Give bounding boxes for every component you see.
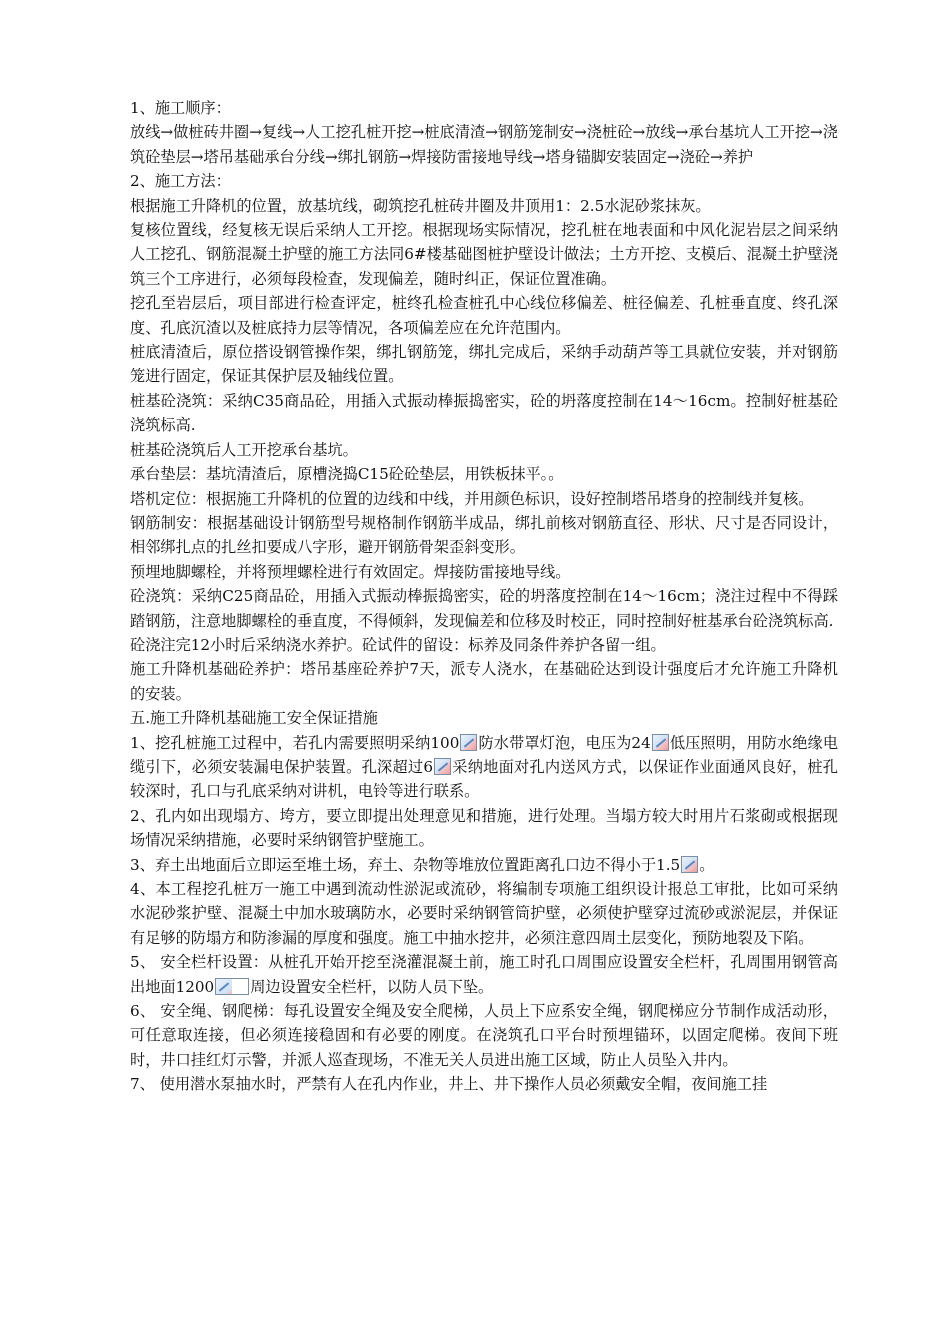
- paragraph-20-part-a: 3、弃土出地面后立即运至堆土场，弃土、杂物等堆放位置距离孔口边不得小于1.5: [130, 855, 681, 874]
- paragraph-15: 砼浇注完12小时后采纳浇水养护。砼试件的留设：标养及同条件养护各留一组。: [130, 635, 666, 654]
- broken-image-icon: [681, 856, 698, 873]
- paragraph-16: 施工升降机基础砼养护：塔吊基座砼养护7天，派专人浇水，在基础砼达到设计强度后才允许施工升降机的安装。: [130, 660, 838, 703]
- paragraph-18-part-a: 1、挖孔桩施工过程中，若孔内需要照明采纳100: [130, 733, 460, 752]
- paragraph-19: 2、孔内如出现塌方、垮方，要立即提出处理意见和措施，进行处理。当塌方较大时用片石浆砌或根据现场情况采纳措施，必要时采纳钢管护壁施工。: [130, 806, 838, 850]
- paragraph-12: 钢筋制安：根据基础设计钢筋型号规格制作钢筋半成品，绑扎前核对钢筋直径、形状、尺寸是否同设计，相邻绑扎点的扎丝扣要成八字形，避开钢筋骨架歪斜变形。: [130, 513, 838, 557]
- paragraph-21: 4、本工程挖孔桩万一施工中遇到流动性淤泥或流砂，将编制专项施工组织设计报总工审批，比如可采纳水泥砂浆护壁、混凝土中加水玻璃防水，必要时采纳钢管筒护壁，必须使护壁穿过流砂或淤泥层，并保证有足够的防塌方和防渗漏的厚度和强度。施工中抽水挖井，必须注意四周土层变化，预防地裂及下陷。: [130, 880, 838, 947]
- paragraph-1: 1、施工顺序：: [130, 99, 231, 117]
- paragraph-24: 7、 使用潜水泵抽水时，严禁有人在孔内作业，井上、井下操作人员必须戴安全帽，夜间施工挂: [130, 1075, 768, 1094]
- broken-image-icon: [652, 734, 669, 751]
- paragraph-22-part-b: 周边设置安全栏杆，以防人员下坠。: [250, 977, 494, 996]
- paragraph-20-part-b: 。: [699, 855, 715, 874]
- broken-image-icon: [460, 734, 477, 751]
- broken-image-icon: [215, 978, 249, 995]
- paragraph-14: 砼浇筑：采纳C25商品砼，用插入式振动棒振捣密实，砼的坍落度控制在14～16cm；浇注过程中不得踩踏钢筋，注意地脚螺栓的垂直度，不得倾斜，发现偏差和位移及时校正，同时控制好桩基承台砼浇筑标高.: [130, 587, 838, 630]
- document-page: [130, 96, 838, 1097]
- paragraph-10: 承台垫层：基坑清渣后，原槽浇捣C15砼砼垫层，用铁板抹平。。: [130, 465, 564, 484]
- paragraph-18-part-d: 采纳地面对孔内送风方式，以保证作业面通风良好，桩孔较深时，孔口与孔底采纳对讲机，电铃等进行联系。: [130, 757, 838, 801]
- paragraph-6: 挖孔至岩层后，项目部进行检查评定，桩终孔检查桩孔中心线位移偏差、桩径偏差、孔桩垂直度、终孔深度、孔底沉渣以及桩底持力层等情况，各项偏差应在允许范围内。: [130, 294, 838, 337]
- paragraph-22: [130, 950, 838, 999]
- paragraph-18: [130, 731, 838, 804]
- paragraph-11: 塔机定位：根据施工升降机的位置的边线和中线，并用颜色标识，设好控制塔吊塔身的控制线并复核。: [130, 489, 814, 508]
- paragraph-18-part-b: 防水带罩灯泡，电压为24: [478, 733, 651, 752]
- section-heading: 五.施工升降机基础施工安全保证措施: [130, 709, 378, 728]
- paragraph-5: 复核位置线，经复核无误后采纳人工开挖。根据现场实际情况，挖孔桩在地表面和中风化泥岩层之间采纳人工挖孔、钢筋混凝土护壁的施工方法同6#楼基础图桩护壁设计做法；土方开挖、支模后、混凝土护壁浇筑三个工序进行，必须每段检查，发现偏差，随时纠正，保证位置准确。: [130, 221, 838, 288]
- paragraph-4: 根据施工升降机的位置，放基坑线，砌筑挖孔桩砖井圈及井顶用1：2.5水泥砂浆抹灰。: [130, 196, 711, 215]
- paragraph-7: 桩底清渣后，原位搭设钢管操作架，绑扎钢筋笼，绑扎完成后，采纳手动葫芦等工具就位安装，并对钢筋笼进行固定，保证其保护层及轴线位置。: [130, 343, 838, 386]
- paragraph-9: 桩基砼浇筑后人工开挖承台基坑。: [130, 440, 358, 459]
- paragraph-20: [130, 853, 838, 877]
- paragraph-13: 预埋地脚螺栓，并将预埋螺栓进行有效固定。焊接防雷接地导线。: [130, 562, 571, 581]
- paragraph-23: 6、 安全绳、钢爬梯：每孔设置安全绳及安全爬梯，人员上下应系安全绳，钢爬梯应分节制作成活动形，可任意取连接，但必须连接稳固和有必要的刚度。在浇筑孔口平台时预埋锚环，以固定爬梯。夜间下班时，井口挂红灯示警，并派人巡查现场，不准无关人员进出施工区域，防止人员坠入井内。: [130, 1002, 838, 1069]
- broken-image-icon: [434, 758, 451, 775]
- paragraph-22-part-a: 5、 安全栏杆设置：从桩孔开始开挖至浇灌混凝土前，施工时孔口周围应设置安全栏杆，孔周围用钢管高出地面1200: [130, 953, 838, 996]
- paragraph-18-part-c: 低压照明，用防水绝缘电缆引下，必须安装漏电保护装置。孔深超过6: [130, 733, 839, 776]
- paragraph-8: 桩基砼浇筑：采纳C35商品砼，用插入式振动棒振捣密实，砼的坍落度控制在14～16cm。控制好桩基砼浇筑标高.: [130, 391, 838, 435]
- paragraph-2: 放线→做桩砖井圈→复线→人工挖孔桩开挖→桩底清渣→钢筋笼制安→浇桩砼→放线→承台基坑人工开挖→浇筑砼垫层→塔吊基础承台分线→绑扎钢筋→焊接防雷接地导线→塔身锚脚安装固定→浇砼→养护: [130, 123, 838, 166]
- paragraph-3: 2、施工方法：: [130, 172, 231, 191]
